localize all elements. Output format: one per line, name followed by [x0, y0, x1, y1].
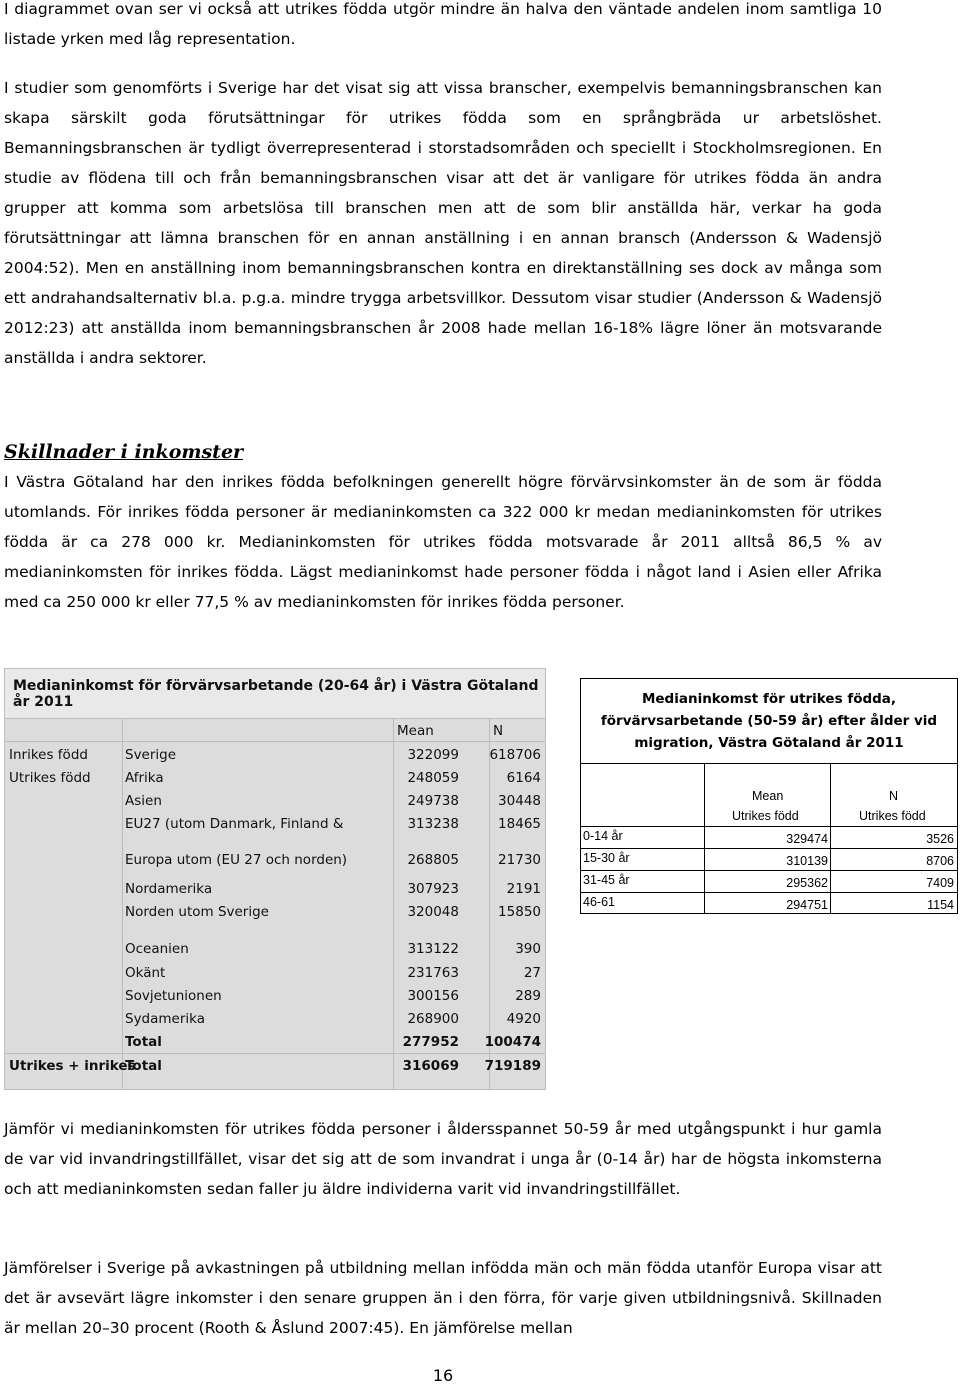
table-row: [5, 1031, 545, 1053]
n-cell: 6164: [506, 770, 541, 786]
mean-cell: 322099: [407, 747, 459, 763]
region-cell: Total: [125, 1034, 162, 1050]
region-cell: EU27 (utom Danmark, Finland &: [125, 816, 344, 832]
mean-cell: 313122: [407, 941, 459, 957]
age-cell: 46-61: [583, 895, 615, 909]
income-table-region: [4, 668, 546, 1090]
mean-cell: 277952: [402, 1034, 459, 1050]
income-table-migration-age: [580, 678, 958, 914]
table-row: [5, 790, 545, 812]
paragraph-intro: I diagrammet ovan ser vi också att utrikes födda utgör mindre än halva den väntade andelen inom samtliga 10 listade yrken med låg representation.: [4, 0, 882, 48]
n-cell: 8706: [926, 854, 954, 868]
n-cell: 618706: [489, 747, 541, 763]
table-grid: [580, 764, 958, 914]
mean-cell: 320048: [407, 904, 459, 920]
n-cell: 4920: [506, 1011, 541, 1027]
subheader-n: Utrikes född: [859, 809, 926, 823]
age-cell: 31-45 år: [583, 873, 630, 887]
table-row: [5, 1008, 545, 1030]
subheader-mean: Utrikes född: [732, 809, 799, 823]
mean-cell: 313238: [407, 816, 459, 832]
n-cell: 719189: [484, 1058, 541, 1074]
n-cell: 30448: [498, 793, 541, 809]
column-header-n: N: [493, 723, 504, 739]
region-cell: Sverige: [125, 747, 177, 763]
region-cell: Afrika: [125, 770, 164, 786]
n-cell: 390: [515, 941, 541, 957]
group-cell: Inrikes född: [9, 747, 88, 763]
table-title: Medianinkomst för utrikes födda, förvärvsarbetande (50-59 år) efter ålder vid migration, Västra Götaland år 2011: [580, 678, 958, 764]
table-row: [5, 813, 545, 835]
mean-cell: 249738: [407, 793, 459, 809]
region-cell: Oceanien: [125, 941, 189, 957]
n-cell: 1154: [927, 898, 954, 912]
n-cell: 18465: [498, 816, 541, 832]
n-cell: 15850: [498, 904, 541, 920]
table-row: [5, 849, 545, 871]
table-row: [5, 878, 545, 900]
region-cell: Europa utom (EU 27 och norden): [125, 852, 348, 868]
table-row: [5, 1055, 545, 1077]
paragraph-education: Jämförelser i Sverige på avkastningen på utbildning mellan infödda män och män födda utanför Europa visar att det är avsevärt lägre inkomster i den senare gruppen än i den förra, för varje given utbildningsnivå. Skillnaden är mellan 20–30 procent (Rooth & Åslund 2007:45). En jämförelse mellan: [4, 1259, 882, 1337]
group-cell: Utrikes + inrikes: [9, 1058, 136, 1074]
region-cell: Total: [125, 1058, 162, 1074]
column-header-n: N: [889, 789, 899, 803]
n-cell: 21730: [498, 852, 541, 868]
region-cell: Sydamerika: [125, 1011, 206, 1027]
column-header-mean: Mean: [752, 789, 784, 803]
mean-cell: 300156: [407, 988, 459, 1004]
n-cell: 7409: [926, 876, 954, 890]
mean-cell: 316069: [402, 1058, 459, 1074]
mean-cell: 231763: [407, 965, 459, 981]
region-cell: Sovjetunionen: [125, 988, 222, 1004]
region-cell: Okänt: [125, 965, 166, 981]
section-heading: Skillnader i inkomster: [4, 441, 244, 463]
group-cell: Utrikes född: [9, 770, 91, 786]
mean-cell: 268900: [407, 1011, 459, 1027]
n-cell: 27: [523, 965, 541, 981]
age-cell: 0-14 år: [583, 829, 623, 843]
mean-cell: 248059: [407, 770, 459, 786]
n-cell: 289: [515, 988, 541, 1004]
column-header-mean: Mean: [397, 723, 434, 739]
mean-cell: 295362: [786, 876, 828, 890]
paragraph-bemanning: I studier som genomförts i Sverige har det visat sig att vissa branscher, exempelvis bemanningsbranschen kan skapa särskilt goda förutsättningar för utrikes födda som en språngbräda ur arbetslöshet. Bemanningsbranschen är tydligt överrepresenterad i storstadsområden och speciellt i Stockholmsregionen. En studie av flödena till och från bemanningsbranschen visar att det är vanligare för utrikes födda än andra grupper att komma som arbetslösa till branschen men att de som blir anställda här, verkar ha goda förutsättningar att lämna branschen för en annan anställning i en annan bransch (Andersson & Wadensjö 2004:52). Men en anställning inom bemanningsbranschen kontra en direktanställning ses dock av många som ett andrahandsalternativ bl.a. p.g.a. mindre trygga arbetsvillkor. Dessutom visar studier (Andersson & Wadensjö 2012:23) att anställda inom bemanningsbranschen år 2008 hade mellan 16-18% lägre löner än motsvarande anställda i andra sektorer.: [4, 79, 882, 367]
table-row: [5, 985, 545, 1007]
table-row: [5, 744, 545, 766]
table-row: [5, 962, 545, 984]
mean-cell: 310139: [786, 854, 828, 868]
age-cell: 15-30 år: [583, 851, 630, 865]
mean-cell: 268805: [407, 852, 459, 868]
mean-cell: 329474: [786, 832, 828, 846]
n-cell: 100474: [484, 1034, 541, 1050]
table-title: Medianinkomst för förvärvsarbetande (20-64 år) i Västra Götaland år 2011: [5, 669, 545, 719]
table-row: [5, 767, 545, 789]
region-cell: Nordamerika: [125, 881, 213, 897]
region-cell: Asien: [125, 793, 162, 809]
mean-cell: 307923: [407, 881, 459, 897]
paragraph-migration-age: Jämför vi medianinkomsten för utrikes födda personer i åldersspannet 50-59 år med utgångspunkt i hur gamla de var vid invandringstillfället, visar det sig att de som invandrat i unga år (0-14 år) har de högsta inkomsterna och att medianinkomsten sedan faller ju äldre individerna varit vid invandringstillfället.: [4, 1120, 882, 1198]
table-row: [5, 938, 545, 960]
n-cell: 2191: [506, 881, 541, 897]
region-cell: Norden utom Sverige: [125, 904, 269, 920]
page-number: 16: [432, 1366, 454, 1385]
table-row: [5, 901, 545, 923]
paragraph-inkomster: I Västra Götaland har den inrikes födda befolkningen generellt högre förvärvsinkomster än de som är födda utomlands. För inrikes födda personer är medianinkomsten ca 322 000 kr medan medianinkomsten för utrikes födda är ca 278 000 kr. Medianinkomsten för utrikes födda motsvarade år 2011 alltså 86,5 % av medianinkomsten för inrikes födda. Lägst medianinkomst hade personer födda i något land i Asien eller Afrika med ca 250 000 kr eller 77,5 % av medianinkomsten för inrikes födda personer.: [4, 473, 882, 611]
mean-cell: 294751: [786, 898, 828, 912]
n-cell: 3526: [926, 832, 954, 846]
table-header-row: [5, 720, 545, 742]
